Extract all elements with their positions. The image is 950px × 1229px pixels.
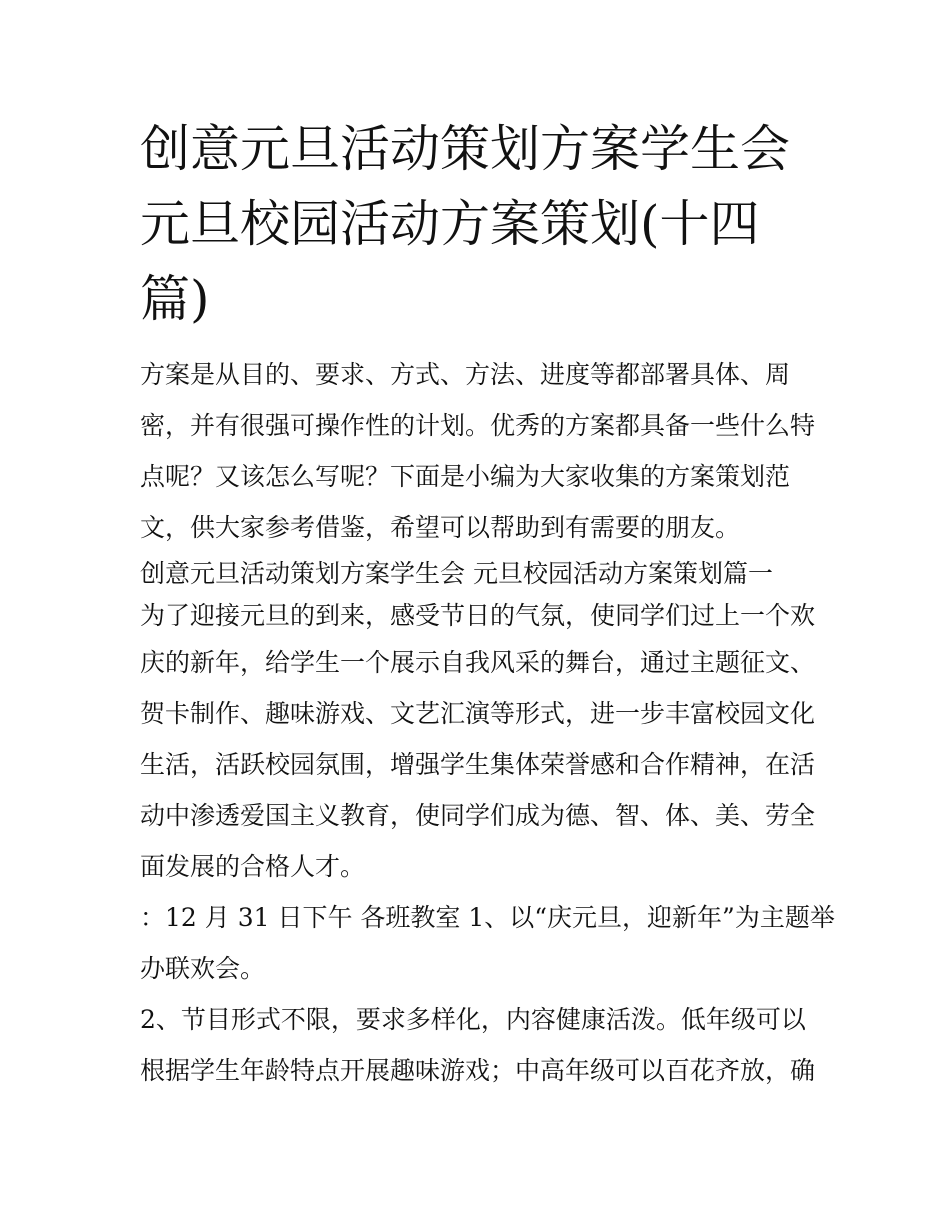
paragraph-line: 庆的新年，给学生一个展示自我风采的舞台，通过主题征文、 [140,648,816,677]
item-1-paragraph [140,892,835,994]
paragraph-line: 生活，活跃校园氛围，增强学生集体荣誉感和合作精神，在活 [140,750,816,779]
paragraph-line: 面发展的合格人才。 [140,852,366,881]
document-body [140,349,835,1096]
title-line: 创意元旦活动策划方案学生会 [140,120,790,178]
paragraph-line: 2、节目形式不限，要求多样化，内容健康活泼。低年级可以 [140,1005,806,1034]
title-line: 元旦校园活动方案策划(十四 [140,195,760,253]
paragraph-line: 文，供大家参考借鉴，希望可以帮助到有需要的朋友。 [140,513,741,542]
document-title [140,112,820,337]
paragraph-line: ：12 月 31 日下午 各班教室 1、以“庆元旦，迎新年”为主题举 [140,903,835,932]
paragraph-line: 根据学生年龄特点开展趣味游戏；中高年级可以百花齐放，确 [140,1056,816,1085]
paragraph-line: 密，并有很强可操作性的计划。优秀的方案都具备一些什么特 [140,411,816,440]
title-line: 篇) [140,270,210,328]
section-paragraph [140,595,820,892]
paragraph-line: 方案是从目的、要求、方式、方法、进度等都部署具体、周 [140,360,791,389]
document-content [140,112,835,1096]
paragraph-line: 点呢？又该怎么写呢？下面是小编为大家收集的方案策划范 [140,462,791,491]
paragraph-line: 办联欢会。 [140,954,266,983]
paragraph-line: 动中渗透爱国主义教育，使同学们成为德、智、体、美、劳全 [140,801,816,830]
section-heading: 创意元旦活动策划方案学生会 元旦校园活动方案策划篇一 [140,559,773,588]
paragraph-line: 贺卡制作、趣味游戏、文艺汇演等形式，进一步丰富校园文化 [140,699,816,728]
paragraph-line: 为了迎接元旦的到来，感受节日的气氛，使同学们过上一个欢 [140,601,816,630]
item-2-paragraph [140,994,820,1096]
intro-paragraph [140,349,820,553]
